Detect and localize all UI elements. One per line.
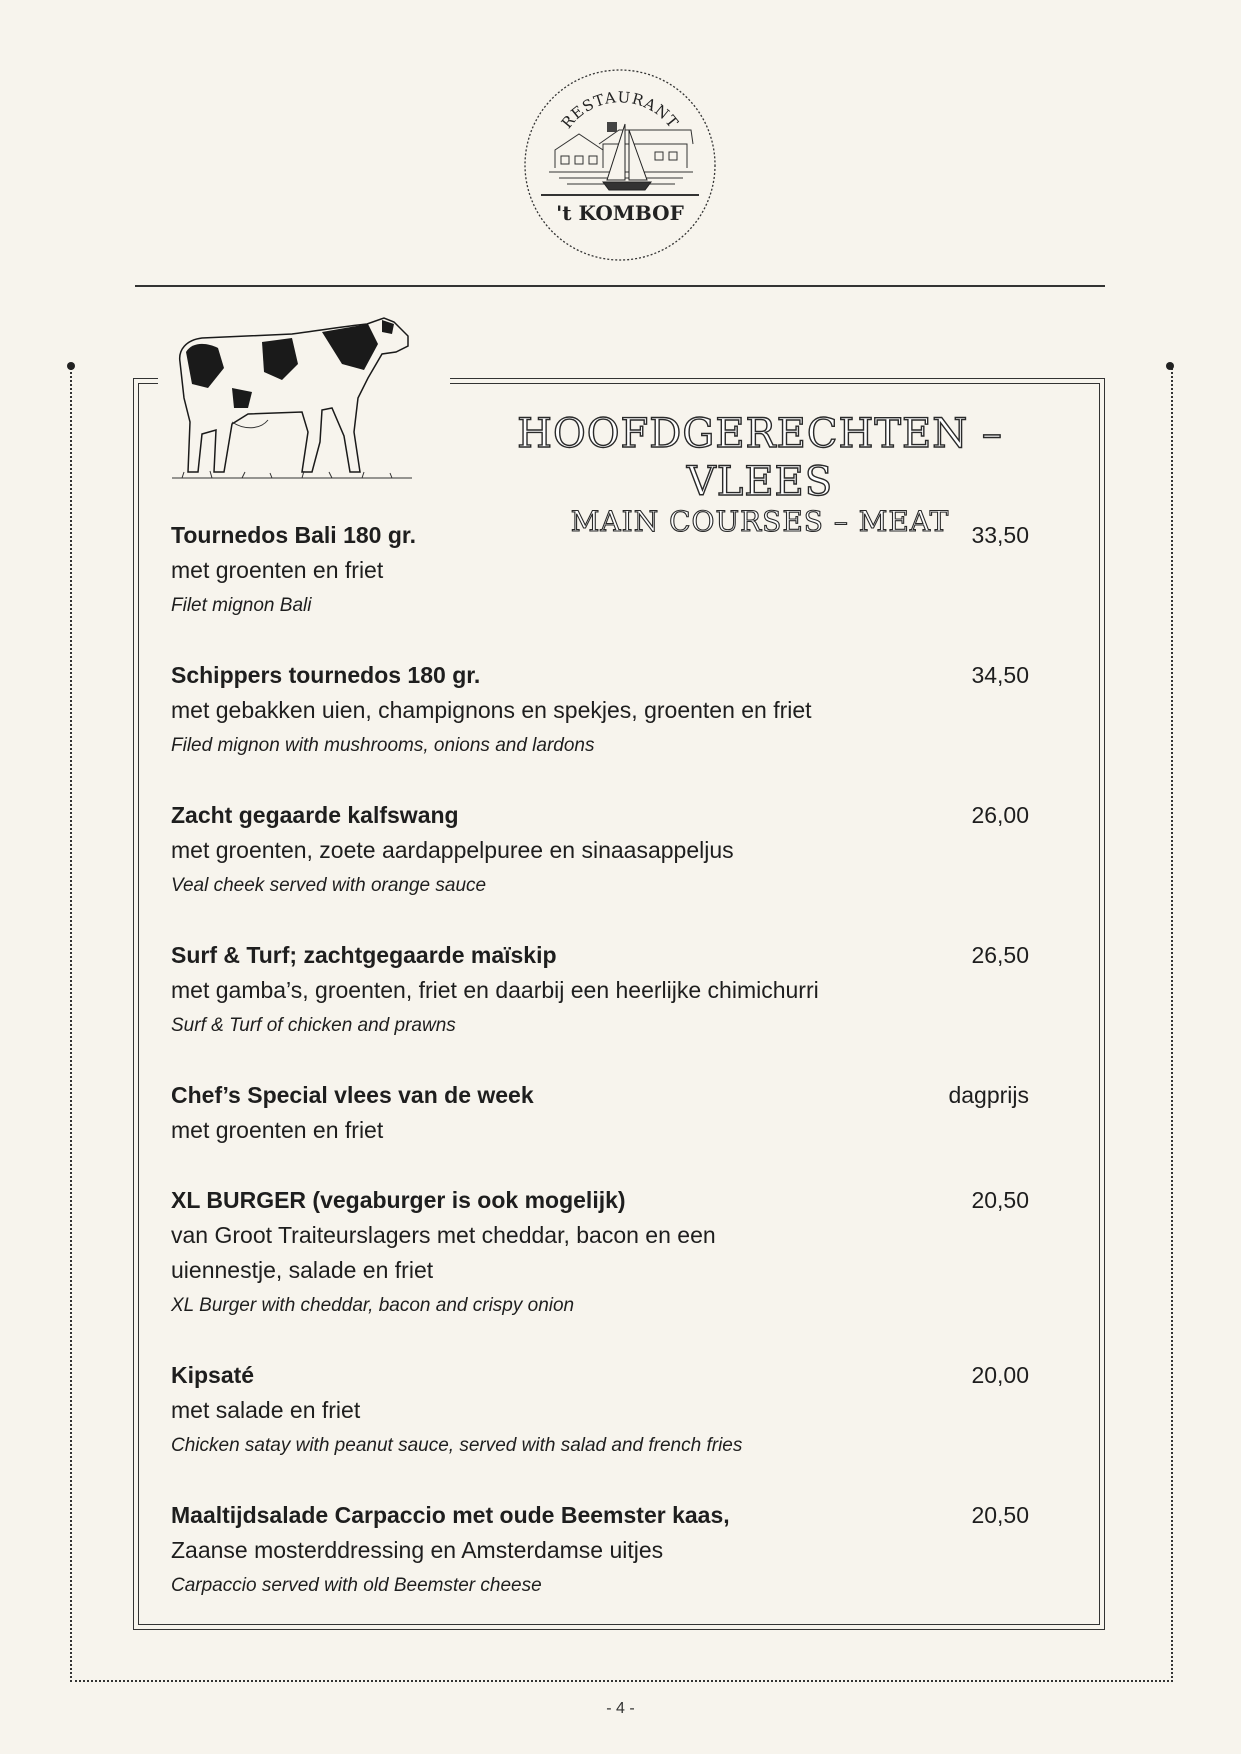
item-name: Surf & Turf; zachtgegaarde maïskip	[171, 942, 557, 968]
item-name: Tournedos Bali 180 gr.	[171, 522, 416, 548]
header-divider	[135, 285, 1105, 287]
menu-item	[171, 1498, 1029, 1604]
menu-item	[171, 938, 1029, 1044]
cow-illustration	[172, 312, 434, 490]
menu-item	[171, 518, 1029, 624]
page-number: - 4 -	[606, 1700, 635, 1717]
item-name: Schippers tournedos 180 gr.	[171, 662, 481, 688]
svg-text:RESTAURANT	[558, 88, 683, 132]
menu-item	[171, 1078, 1029, 1148]
menu-item	[171, 1358, 1029, 1464]
item-english: Veal cheek served with orange sauce	[171, 875, 487, 896]
item-english: Surf & Turf of chicken and prawns	[171, 1015, 456, 1036]
item-description: uiennestje, salade en friet	[171, 1257, 434, 1283]
item-description: van Groot Traiteurslagers met cheddar, bacon en een	[171, 1222, 716, 1248]
frame-corner-dot-left	[67, 362, 75, 370]
item-price: 20,50	[971, 1502, 1029, 1528]
item-price: 26,50	[971, 942, 1029, 968]
item-description: met groenten, zoete aardappelpuree en sinaasappeljus	[171, 837, 734, 863]
item-price: 20,50	[971, 1187, 1029, 1213]
item-english: Carpaccio served with old Beemster cheese	[171, 1575, 542, 1596]
item-description: met groenten en friet	[171, 1117, 384, 1143]
menu-item	[171, 798, 1029, 904]
item-english: XL Burger with cheddar, bacon and crispy onion	[171, 1295, 575, 1316]
item-price: dagprijs	[948, 1082, 1029, 1108]
item-description: met groenten en friet	[171, 557, 384, 583]
restaurant-logo	[523, 68, 717, 262]
item-english: Filed mignon with mushrooms, onions and lardons	[171, 735, 595, 756]
item-price: 26,00	[971, 802, 1029, 828]
item-english: Chicken satay with peanut sauce, served with salad and french fries	[171, 1435, 743, 1456]
item-english: Filet mignon Bali	[171, 595, 312, 616]
frame-corner-dot-right	[1166, 362, 1174, 370]
item-name: Chef’s Special vlees van de week	[171, 1082, 534, 1108]
item-name: Zacht gegaarde kalfswang	[171, 802, 459, 828]
menu-item	[171, 658, 1029, 764]
heading-dutch: HOOFDGERECHTEN – VLEES	[517, 411, 1003, 505]
item-price: 20,00	[971, 1362, 1029, 1388]
menu-item	[171, 1183, 1029, 1324]
logo-top-text: RESTAURANT	[557, 88, 683, 132]
item-description: met gamba’s, groenten, friet en daarbij een heerlijke chimichurri	[171, 977, 819, 1003]
item-description: met salade en friet	[171, 1397, 361, 1423]
item-name: Kipsaté	[171, 1362, 255, 1388]
heading-english: MAIN COURSES – MEAT	[570, 505, 950, 538]
item-description: Zaanse mosterddressing en Amsterdamse uitjes	[171, 1537, 664, 1563]
item-name: Maaltijdsalade Carpaccio met oude Beemster kaas,	[171, 1502, 730, 1528]
item-price: 33,50	[971, 522, 1029, 548]
item-name: XL BURGER (vegaburger is ook mogelijk)	[171, 1187, 626, 1213]
logo-name: 't KOMBOF	[556, 201, 684, 225]
item-price: 34,50	[971, 662, 1029, 688]
item-description: met gebakken uien, champignons en spekjes, groenten en friet	[171, 697, 812, 723]
